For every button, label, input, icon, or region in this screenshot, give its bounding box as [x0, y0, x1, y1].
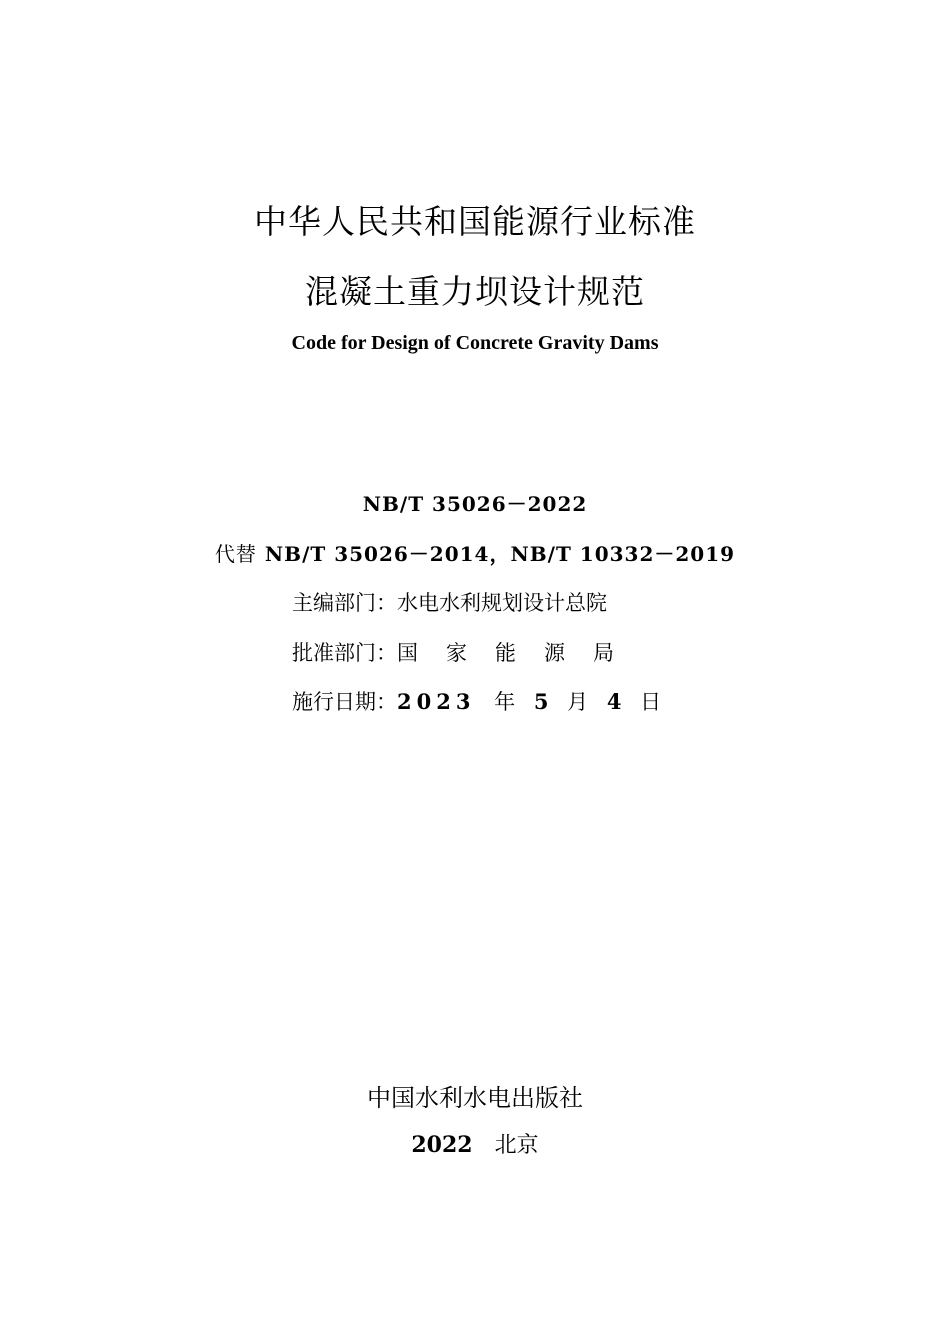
effective-date-line — [292, 686, 661, 716]
effective-day: 4 — [606, 689, 622, 714]
month-unit: 月 — [567, 690, 589, 714]
standard-category-text: 中华人民共和国能源行业标准 — [254, 202, 696, 241]
editor-value: 水电水利规划设计总院 — [397, 591, 607, 615]
standard-number-text: NB/T 35026－2022 — [362, 492, 588, 516]
approver-value: 国家能源局 — [397, 641, 642, 665]
document-title-cn — [0, 266, 950, 313]
standard-number — [0, 488, 950, 517]
year-unit: 年 — [494, 690, 516, 714]
standard-category-heading — [0, 196, 950, 243]
effective-year: 2023 — [397, 689, 476, 714]
day-unit: 日 — [640, 690, 662, 714]
document-title-cn-text: 混凝土重力坝设计规范 — [305, 272, 645, 311]
document-title-en-text: Code for Design of Concrete Gravity Dams — [291, 332, 659, 354]
replaces-line — [0, 538, 950, 567]
effective-date-label: 施行日期： — [292, 690, 397, 714]
publication-year: 2022 — [411, 1132, 473, 1158]
publisher — [0, 1078, 950, 1113]
approver-label: 批准部门： — [292, 641, 397, 665]
effective-month: 5 — [533, 689, 549, 714]
editor-label: 主编部门： — [292, 591, 397, 615]
replaces-label: 代替 — [214, 542, 257, 566]
publication-city: 北京 — [494, 1133, 539, 1158]
approver-line — [292, 637, 642, 667]
replaces-value: NB/T 35026－2014，NB/T 10332－2019 — [264, 542, 736, 566]
document-title-en — [0, 332, 950, 355]
publisher-name: 中国水利水电出版社 — [367, 1084, 583, 1112]
editor-line — [292, 587, 607, 617]
publication-year-city — [0, 1128, 950, 1159]
